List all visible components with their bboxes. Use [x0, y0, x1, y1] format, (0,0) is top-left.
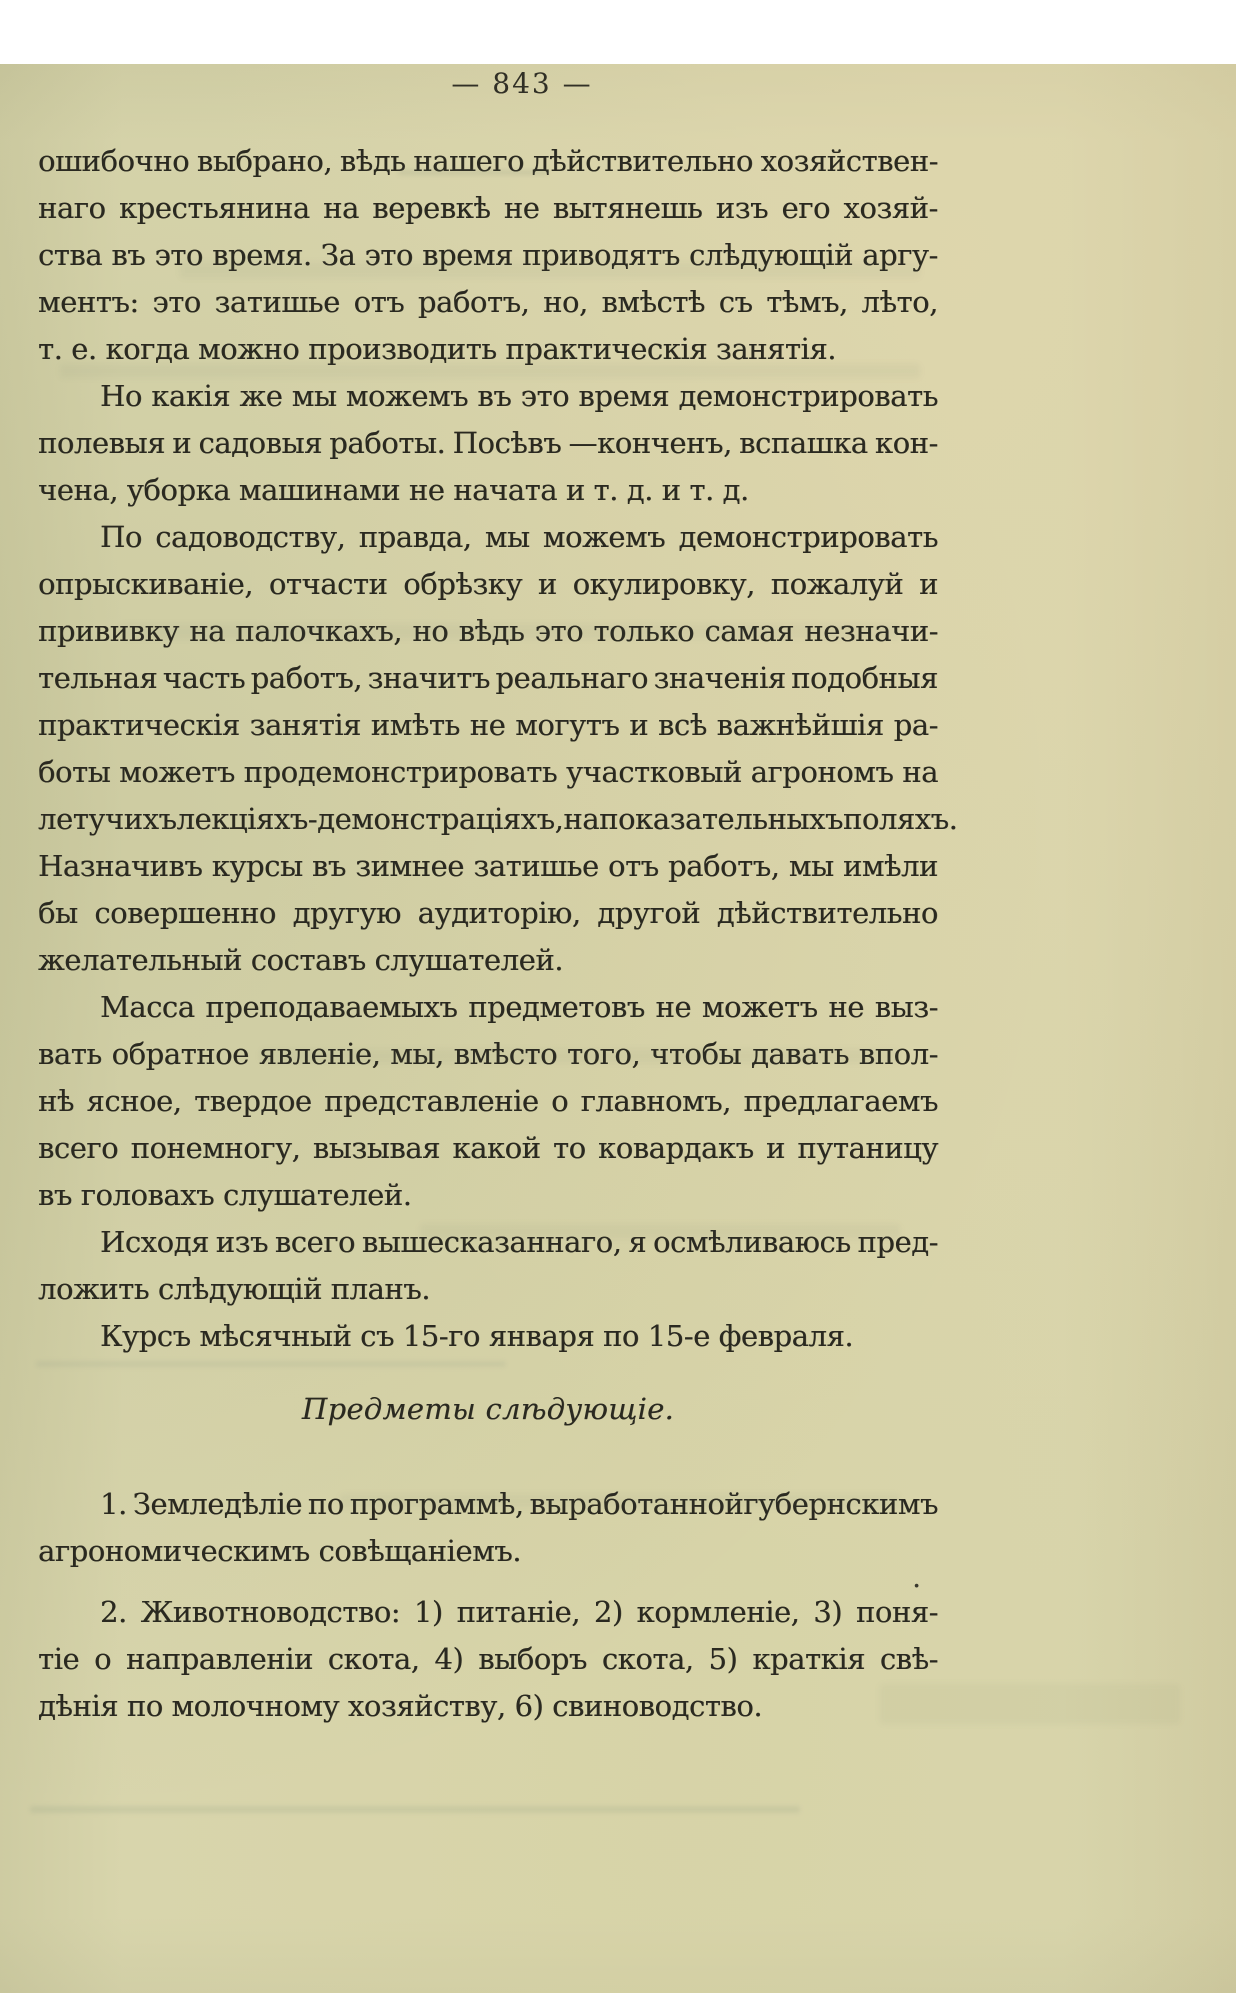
paragraph	[38, 1589, 938, 1730]
text-line: летучихъ лекціяхъ-демонстраціяхъ, на показательныхъ поляхъ.	[38, 802, 958, 836]
text-line: дѣнія по молочному хозяйству, 6) свиноводство.	[38, 1689, 763, 1723]
text-line: По садоводству, правда, мы можемъ демонстрировать	[100, 520, 938, 554]
scan-smudge	[398, 170, 548, 175]
scan-smudge	[36, 1361, 506, 1367]
text-line: опрыскиваніе, отчасти обрѣзку и окулировку, пожалуй и	[38, 567, 938, 601]
text-line: боты можетъ продемонстрировать участковый агрономъ на	[38, 755, 938, 789]
text-line: агрономическимъ совѣщаніемъ.	[38, 1534, 522, 1568]
text-line: нѣ ясное, твердое представленіе о главномъ, предлагаемъ	[38, 1084, 938, 1118]
text-line: полевыя и садовыя работы. Посѣвъ —конченъ, вспашка кон-	[38, 426, 938, 460]
text-line: ложить слѣдующій планъ.	[38, 1272, 431, 1306]
text-line: желательный составъ слушателей.	[38, 943, 564, 977]
text-line: Назначивъ курсы въ зимнее затишье отъ работъ, мы имѣли	[38, 849, 938, 883]
scan-artifact-dot: .	[912, 1560, 922, 1594]
text-line: бы совершенно другую аудиторію, другой дѣйствительно	[38, 896, 938, 930]
bleedthrough-mark	[260, 1049, 900, 1063]
text-line: наго крестьянина на веревкѣ не вытянешь изъ его хозяй-	[38, 191, 938, 225]
text-line: всего понемногу, вызывая какой то ковардакъ и путаницу	[38, 1131, 938, 1165]
bleedthrough-mark	[120, 624, 900, 639]
text-line: тельная часть работъ, значитъ реальнаго значенія подобныя	[38, 661, 938, 695]
text-line: 2. Животноводство: 1) питаніе, 2) кормленіе, 3) поня-	[100, 1595, 938, 1629]
text-line: ментъ: это затишье отъ работъ, но, вмѣстѣ съ тѣмъ, лѣто,	[38, 285, 938, 319]
scan-smudge	[30, 1806, 800, 1813]
section-heading: Предметы слѣдующіе.	[301, 1392, 675, 1426]
text-line: 1. Земледѣліе по программѣ, выработаннойгубернскимъ	[100, 1487, 938, 1521]
text-line: въ головахъ слушателей.	[38, 1178, 412, 1212]
text-line: ошибочно выбрано, вѣдь нашего дѣйствительно хозяйствен-	[38, 144, 938, 178]
bleedthrough-mark	[880, 1684, 1180, 1724]
text-line: т. е. когда можно производить практическія занятія.	[38, 332, 836, 366]
bleedthrough-mark	[340, 1494, 900, 1508]
paragraph	[38, 373, 938, 514]
page-number: — 843 —	[451, 67, 593, 100]
text-line: Исходя изъ всего вышесказаннаго, я осмѣливаюсь пред-	[100, 1225, 938, 1259]
text-line: прививку на палочкахъ, но вѣдь это только самая незначи-	[38, 614, 938, 648]
text-line: чена, уборка машинами не начата и т. д. и т. д.	[38, 473, 749, 507]
paragraph	[38, 514, 958, 984]
bleedthrough-mark	[180, 262, 920, 278]
text-line: вать обратное явленіе, мы, вмѣсто того, чтобы давать впол-	[38, 1037, 938, 1071]
text-line: Но какія же мы можемъ въ это время демонстрировать	[100, 379, 938, 413]
text-line: Масса преподаваемыхъ предметовъ не можетъ не выз-	[100, 990, 938, 1024]
text-line: Курсъ мѣсячный съ 15-го января по 15-е февраля.	[100, 1319, 854, 1353]
paragraph	[38, 1313, 938, 1360]
book-page	[0, 64, 1236, 1993]
text-line: тіе о направленіи скота, 4) выборъ скота, 5) краткія свѣ-	[38, 1642, 938, 1676]
bleedthrough-mark	[420, 1224, 900, 1239]
text-line: ства въ это время. За это время приводятъ слѣдующій аргу-	[38, 238, 938, 272]
paragraph	[38, 984, 938, 1219]
text-line: практическія занятія имѣть не могутъ и всѣ важнѣйшія ра-	[38, 708, 938, 742]
bleedthrough-mark	[60, 364, 920, 378]
